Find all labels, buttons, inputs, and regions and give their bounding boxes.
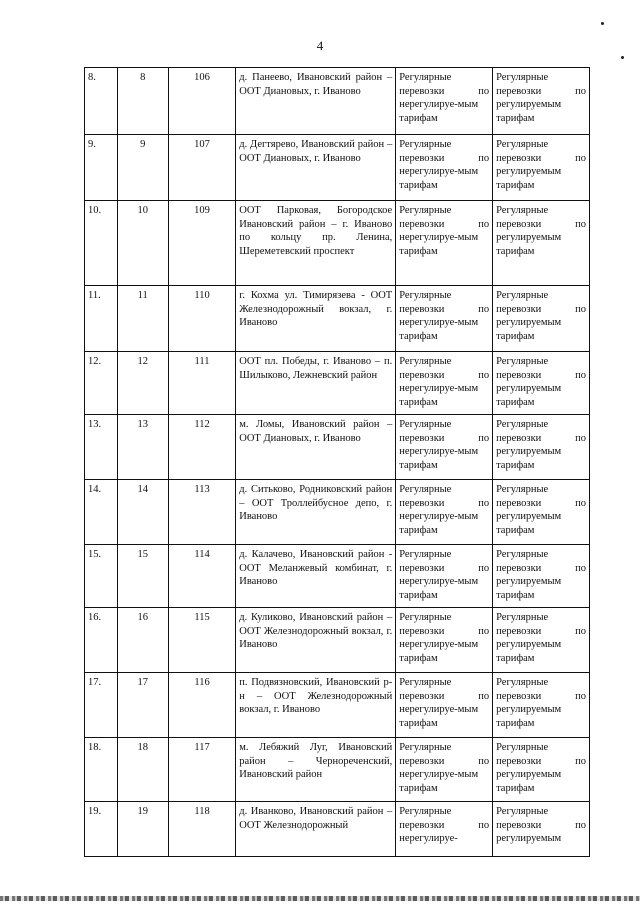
tariff-type-cell: Регулярные перевозки по регулируемым тарифам <box>493 201 590 286</box>
row-number-cell: 16. <box>85 608 118 673</box>
routes-table <box>84 67 590 857</box>
registry-number-cell: 15 <box>117 545 168 608</box>
route-path-cell: д. Куликово, Ивановский район – ООТ Железнодорожный вокзал, г. Иваново <box>236 608 396 673</box>
route-path-cell: д. Ситьково, Родниковский район – ООТ Троллейбусное депо, г. Иваново <box>236 480 396 545</box>
transport-type-cell: Регулярные перевозки по нерегулируе-мым тарифам <box>396 738 493 802</box>
table-row <box>85 286 590 352</box>
scan-edge-artifact <box>0 896 640 901</box>
row-number-cell: 11. <box>85 286 118 352</box>
route-number-cell: 112 <box>168 415 235 480</box>
route-path-cell: г. Кохма ул. Тимирязева - ООТ Железнодорожный вокзал, г. Иваново <box>236 286 396 352</box>
row-number-cell: 12. <box>85 352 118 415</box>
row-number-cell: 18. <box>85 738 118 802</box>
transport-type-cell: Регулярные перевозки по нерегулируе-мым тарифам <box>396 286 493 352</box>
tariff-type-cell: Регулярные перевозки по регулируемым тарифам <box>493 352 590 415</box>
table-row <box>85 673 590 738</box>
registry-number-cell: 11 <box>117 286 168 352</box>
route-path-cell: д. Дегтярево, Ивановский район – ООТ Диановых, г. Иваново <box>236 135 396 201</box>
row-number-cell: 15. <box>85 545 118 608</box>
route-number-cell: 117 <box>168 738 235 802</box>
row-number-cell: 14. <box>85 480 118 545</box>
tariff-type-cell: Регулярные перевозки по регулируемым тарифам <box>493 68 590 135</box>
route-number-cell: 110 <box>168 286 235 352</box>
route-number-cell: 113 <box>168 480 235 545</box>
registry-number-cell: 10 <box>117 201 168 286</box>
table-row <box>85 201 590 286</box>
route-number-cell: 118 <box>168 802 235 857</box>
tariff-type-cell: Регулярные перевозки по регулируемым тарифам <box>493 480 590 545</box>
route-number-cell: 114 <box>168 545 235 608</box>
route-path-cell: м. Лебяжий Луг, Ивановский район – Чернореченский, Ивановский район <box>236 738 396 802</box>
transport-type-cell: Регулярные перевозки по нерегулируе- <box>396 802 493 857</box>
route-path-cell: п. Подвязновский, Ивановский р-н – ООТ Железнодорожный вокзал, г. Иваново <box>236 673 396 738</box>
row-number-cell: 10. <box>85 201 118 286</box>
tariff-type-cell: Регулярные перевозки по регулируемым тарифам <box>493 415 590 480</box>
route-number-cell: 115 <box>168 608 235 673</box>
route-path-cell: д. Иванково, Ивановский район – ООТ Железнодорожный <box>236 802 396 857</box>
corner-mark-right <box>621 56 624 59</box>
transport-type-cell: Регулярные перевозки по нерегулируе-мым тарифам <box>396 545 493 608</box>
registry-number-cell: 13 <box>117 415 168 480</box>
row-number-cell: 17. <box>85 673 118 738</box>
tariff-type-cell: Регулярные перевозки по регулируемым тарифам <box>493 286 590 352</box>
route-number-cell: 111 <box>168 352 235 415</box>
row-number-cell: 19. <box>85 802 118 857</box>
tariff-type-cell: Регулярные перевозки по регулируемым тарифам <box>493 673 590 738</box>
route-path-cell: д. Панеево, Ивановский район – ООТ Диановых, г. Иваново <box>236 68 396 135</box>
transport-type-cell: Регулярные перевозки по нерегулируе-мым тарифам <box>396 68 493 135</box>
route-number-cell: 106 <box>168 68 235 135</box>
table-row <box>85 135 590 201</box>
route-number-cell: 116 <box>168 673 235 738</box>
table-row <box>85 738 590 802</box>
registry-number-cell: 17 <box>117 673 168 738</box>
table-row <box>85 608 590 673</box>
registry-number-cell: 16 <box>117 608 168 673</box>
transport-type-cell: Регулярные перевозки по нерегулируе-мым тарифам <box>396 415 493 480</box>
table-row <box>85 68 590 135</box>
corner-mark-top <box>601 22 604 25</box>
route-number-cell: 107 <box>168 135 235 201</box>
page-number: 4 <box>316 38 324 53</box>
tariff-type-cell: Регулярные перевозки по регулируемым тарифам <box>493 135 590 201</box>
table-row <box>85 415 590 480</box>
tariff-type-cell: Регулярные перевозки по регулируемым тарифам <box>493 545 590 608</box>
transport-type-cell: Регулярные перевозки по нерегулируе-мым тарифам <box>396 135 493 201</box>
tariff-type-cell: Регулярные перевозки по регулируемым тарифам <box>493 608 590 673</box>
transport-type-cell: Регулярные перевозки по нерегулируе-мым тарифам <box>396 480 493 545</box>
transport-type-cell: Регулярные перевозки по нерегулируе-мым тарифам <box>396 608 493 673</box>
tariff-type-cell: Регулярные перевозки по регулируемым тарифам <box>493 738 590 802</box>
route-path-cell: ООТ Парковая, Богородское Ивановский район – г. Иваново по кольцу пр. Ленина, Шереметевский проспект <box>236 201 396 286</box>
registry-number-cell: 14 <box>117 480 168 545</box>
registry-number-cell: 18 <box>117 738 168 802</box>
table-row <box>85 545 590 608</box>
registry-number-cell: 9 <box>117 135 168 201</box>
registry-number-cell: 12 <box>117 352 168 415</box>
tariff-type-cell: Регулярные перевозки по регулируемым <box>493 802 590 857</box>
row-number-cell: 9. <box>85 135 118 201</box>
registry-number-cell: 19 <box>117 802 168 857</box>
route-path-cell: м. Ломы, Ивановский район – ООТ Диановых, г. Иваново <box>236 415 396 480</box>
route-path-cell: ООТ пл. Победы, г. Иваново – п. Шилыково, Лежневский район <box>236 352 396 415</box>
transport-type-cell: Регулярные перевозки по нерегулируе-мым тарифам <box>396 673 493 738</box>
row-number-cell: 13. <box>85 415 118 480</box>
transport-type-cell: Регулярные перевозки по нерегулируе-мым тарифам <box>396 201 493 286</box>
registry-number-cell: 8 <box>117 68 168 135</box>
table-row <box>85 480 590 545</box>
route-path-cell: д. Калачево, Ивановский район - ООТ Меланжевый комбинат, г. Иваново <box>236 545 396 608</box>
route-number-cell: 109 <box>168 201 235 286</box>
table-row <box>85 802 590 857</box>
table-row <box>85 352 590 415</box>
transport-type-cell: Регулярные перевозки по нерегулируе-мым тарифам <box>396 352 493 415</box>
row-number-cell: 8. <box>85 68 118 135</box>
